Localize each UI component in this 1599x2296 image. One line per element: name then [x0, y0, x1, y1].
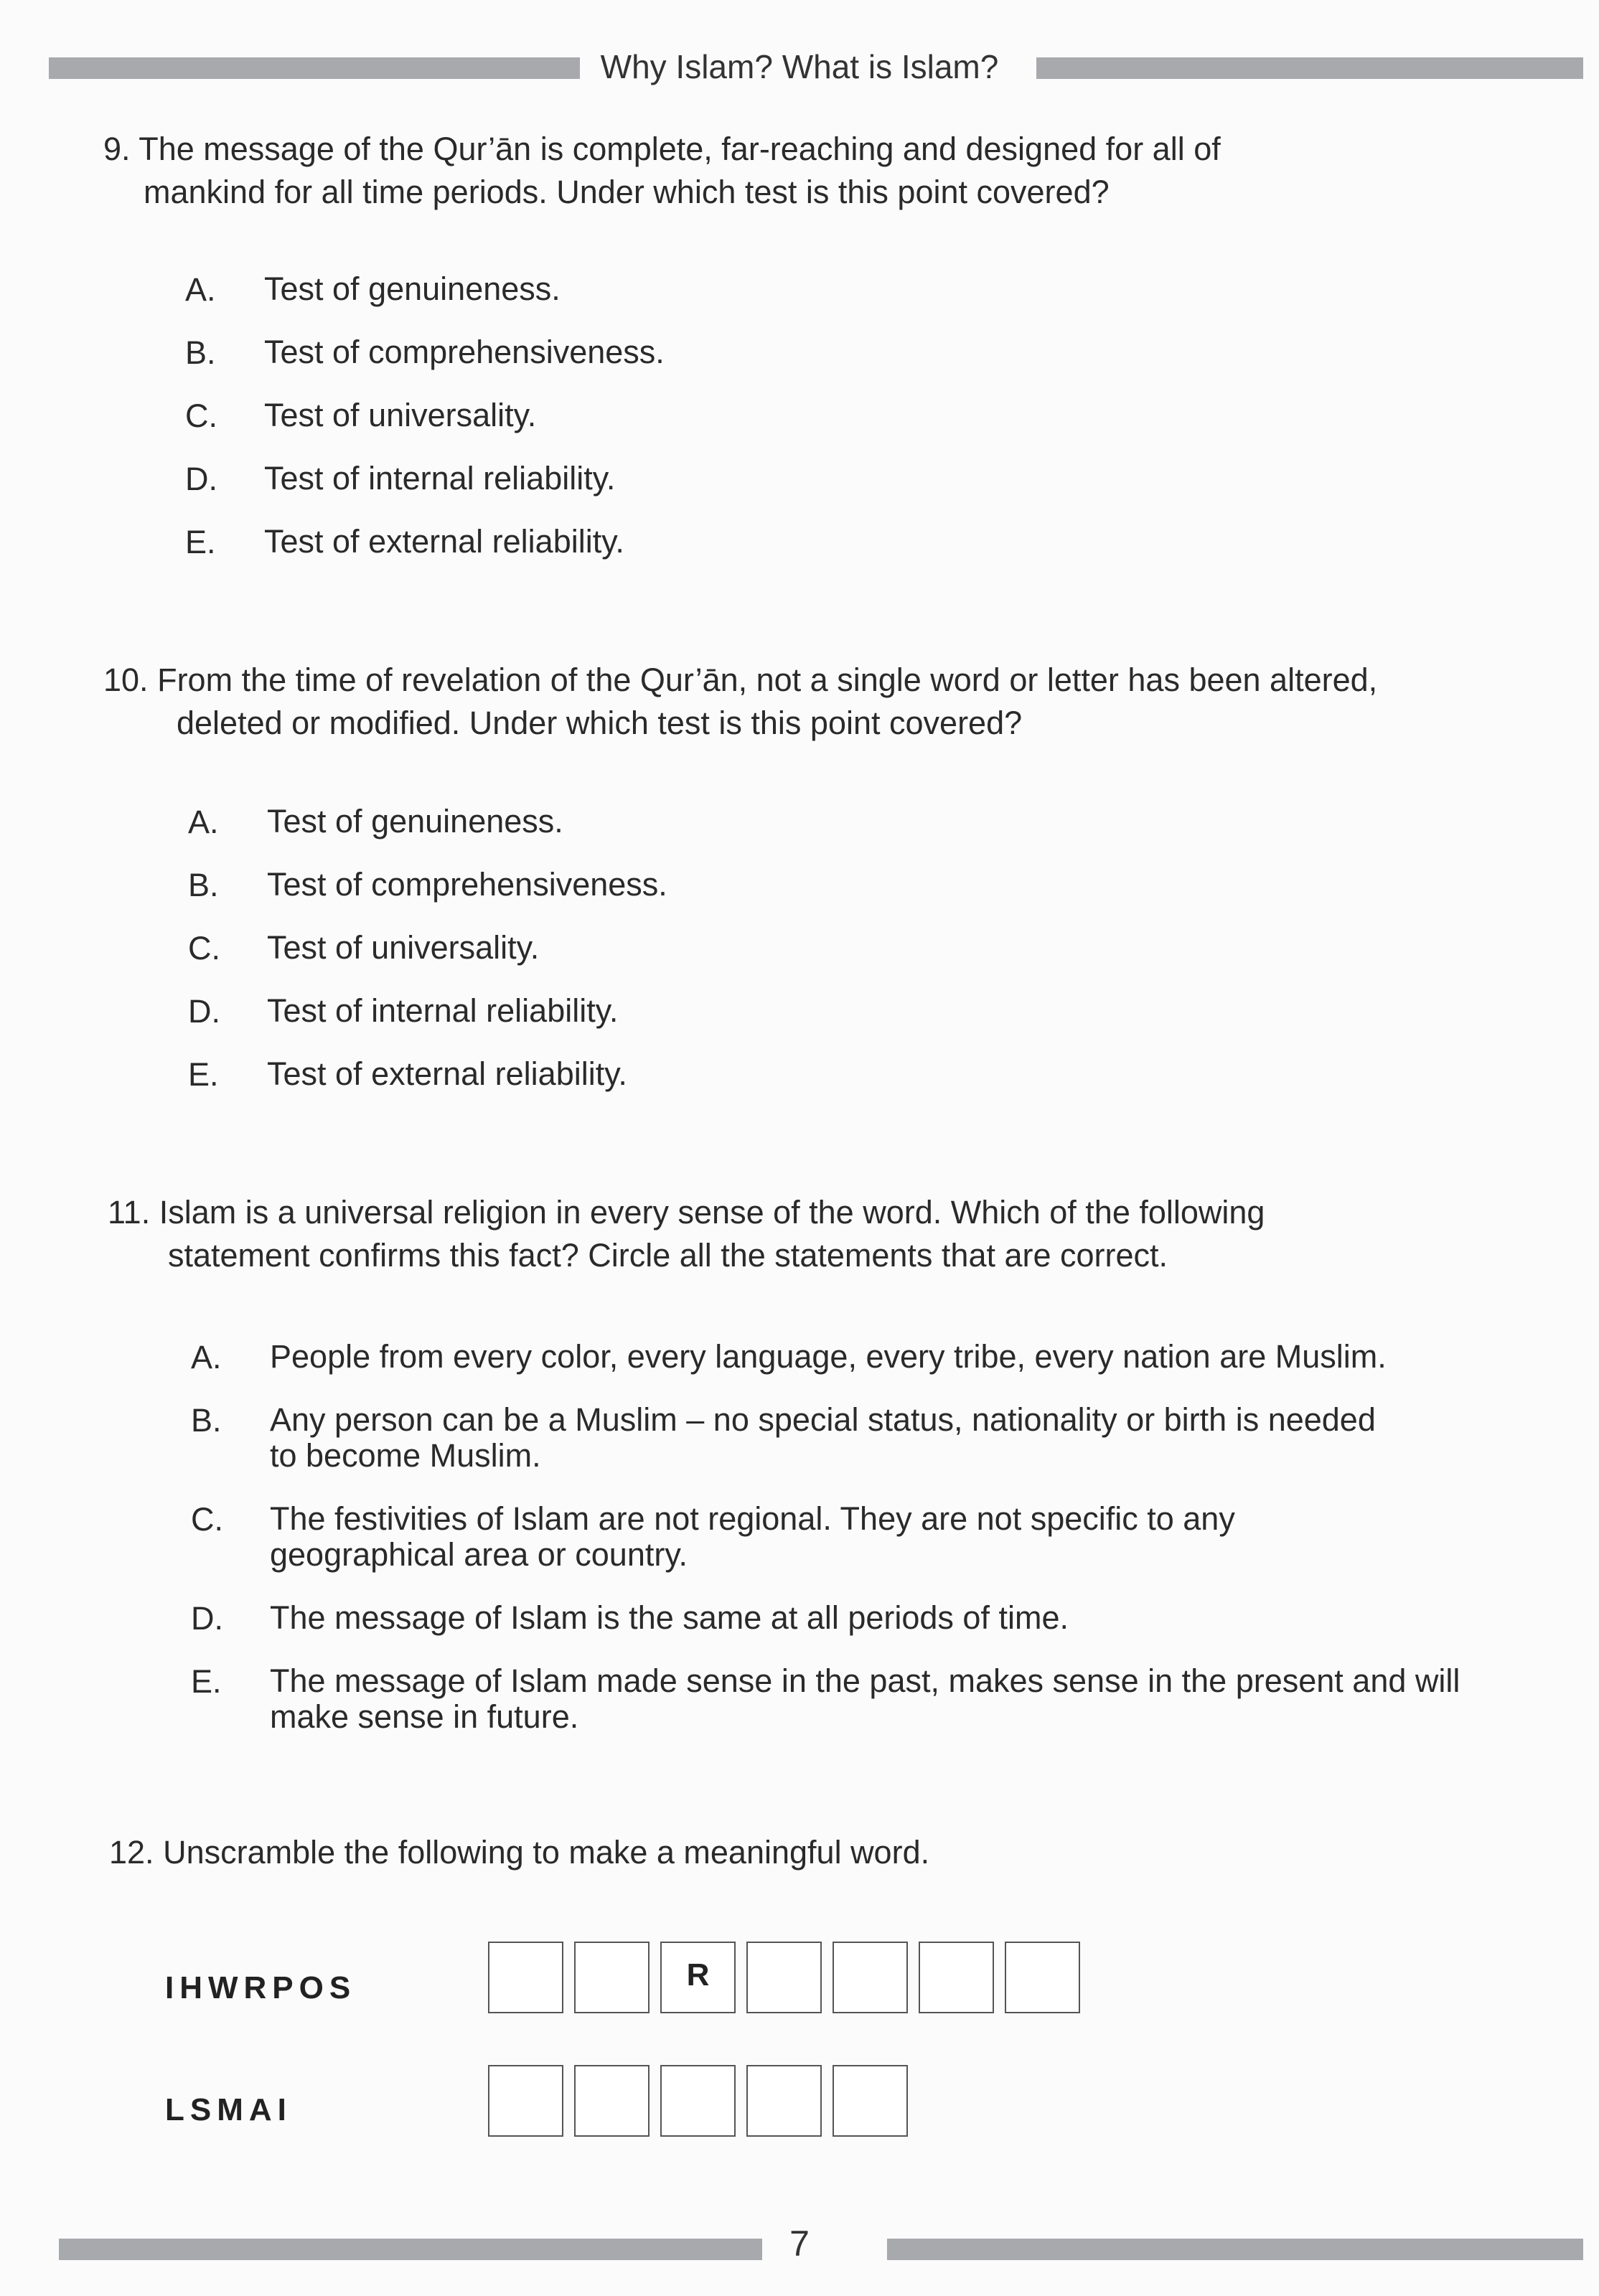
- option-b[interactable]: [185, 334, 665, 372]
- option-text-continued: geographical area or country.: [270, 1536, 688, 1573]
- option-e[interactable]: [191, 1663, 1460, 1735]
- option-text: People from every color, every language, every tribe, every nation are Muslim.: [270, 1338, 1387, 1375]
- option-c[interactable]: [185, 397, 536, 435]
- question-text: From the time of revelation of the Qur’ān, not a single word or letter has been altered,: [157, 662, 1378, 698]
- option-letter: B.: [185, 334, 216, 371]
- option-d[interactable]: [191, 1600, 1069, 1637]
- question-number: 10.: [103, 662, 149, 698]
- option-c[interactable]: [188, 930, 539, 967]
- letter-box[interactable]: [919, 1942, 994, 2013]
- option-d[interactable]: [188, 993, 618, 1030]
- letter-box[interactable]: [488, 2065, 563, 2137]
- scrambled-word: LSMAI: [165, 2092, 292, 2127]
- option-b[interactable]: [191, 1402, 1376, 1474]
- option-c[interactable]: [191, 1501, 1235, 1573]
- option-text: The festivities of Islam are not regional. They are not specific to any: [270, 1500, 1235, 1537]
- option-text: Test of comprehensiveness.: [267, 866, 667, 903]
- question-text: Islam is a universal religion in every sense of the word. Which of the following: [159, 1194, 1265, 1231]
- option-letter: E.: [185, 524, 216, 560]
- option-b[interactable]: [188, 867, 667, 904]
- option-letter: C.: [188, 930, 220, 966]
- letter-box[interactable]: [833, 1942, 908, 2013]
- option-text-continued: make sense in future.: [270, 1698, 579, 1735]
- question-text: Unscramble the following to make a meaningful word.: [163, 1834, 930, 1871]
- option-text: Test of universality.: [267, 929, 540, 966]
- option-letter: D.: [188, 993, 220, 1030]
- option-letter: A.: [191, 1339, 222, 1375]
- option-text: Test of external reliability.: [267, 1055, 627, 1092]
- option-a[interactable]: [191, 1339, 1387, 1376]
- option-text: The message of Islam made sense in the past, makes sense in the present and will: [270, 1662, 1460, 1699]
- question-text: The message of the Qur’ān is complete, far-reaching and designed for all of: [139, 131, 1221, 167]
- option-e[interactable]: [185, 524, 624, 561]
- option-text: Test of comprehensiveness.: [264, 334, 665, 370]
- option-letter: A.: [188, 804, 219, 840]
- letter-box[interactable]: [746, 1942, 822, 2013]
- question-12: [109, 1831, 929, 1874]
- question-number: 12.: [109, 1834, 154, 1871]
- option-text: Test of genuineness.: [267, 803, 563, 839]
- question-text: deleted or modified. Under which test is this point covered?: [177, 705, 1023, 741]
- question-9: [103, 128, 1221, 214]
- letter-box[interactable]: [746, 2065, 822, 2137]
- letter-box[interactable]: [1005, 1942, 1080, 2013]
- letter-box[interactable]: [833, 2065, 908, 2137]
- page-number: 7: [789, 2224, 810, 2264]
- header-rule-right: [1036, 57, 1583, 79]
- option-text-continued: to become Muslim.: [270, 1437, 541, 1474]
- option-a[interactable]: [185, 271, 561, 309]
- letter-box[interactable]: [660, 2065, 736, 2137]
- option-letter: A.: [185, 271, 216, 308]
- option-letter: D.: [191, 1600, 223, 1637]
- question-10: [103, 659, 1377, 745]
- option-a[interactable]: [188, 804, 563, 841]
- option-letter: B.: [188, 867, 219, 903]
- option-e[interactable]: [188, 1056, 627, 1093]
- option-text: The message of Islam is the same at all periods of time.: [270, 1599, 1069, 1636]
- option-d[interactable]: [185, 461, 615, 498]
- option-letter: E.: [188, 1056, 219, 1093]
- option-letter: D.: [185, 461, 217, 497]
- option-text: Any person can be a Muslim – no special status, nationality or birth is needed: [270, 1401, 1376, 1438]
- question-number: 9.: [103, 131, 131, 167]
- scrambled-word: IHWRPOS: [165, 1970, 357, 2005]
- letter-box[interactable]: [488, 1942, 563, 2013]
- letter-box[interactable]: [574, 1942, 650, 2013]
- option-text: Test of external reliability.: [264, 523, 624, 560]
- question-text: mankind for all time periods. Under which test is this point covered?: [144, 174, 1110, 210]
- question-text: statement confirms this fact? Circle all the statements that are correct.: [168, 1237, 1168, 1274]
- option-text: Test of genuineness.: [264, 270, 561, 307]
- letter-box[interactable]: [574, 2065, 650, 2137]
- letter-box[interactable]: R: [660, 1942, 736, 2013]
- option-text: Test of internal reliability.: [264, 460, 616, 497]
- question-number: 11.: [108, 1194, 151, 1231]
- option-letter: C.: [185, 397, 217, 434]
- question-11: [108, 1191, 1265, 1277]
- option-letter: B.: [191, 1402, 222, 1439]
- header-title: Why Islam? What is Islam?: [600, 48, 999, 85]
- option-letter: C.: [191, 1501, 223, 1538]
- footer-rule-right: [887, 2239, 1583, 2260]
- option-text: Test of universality.: [264, 397, 537, 433]
- option-text: Test of internal reliability.: [267, 992, 619, 1029]
- option-letter: E.: [191, 1663, 222, 1700]
